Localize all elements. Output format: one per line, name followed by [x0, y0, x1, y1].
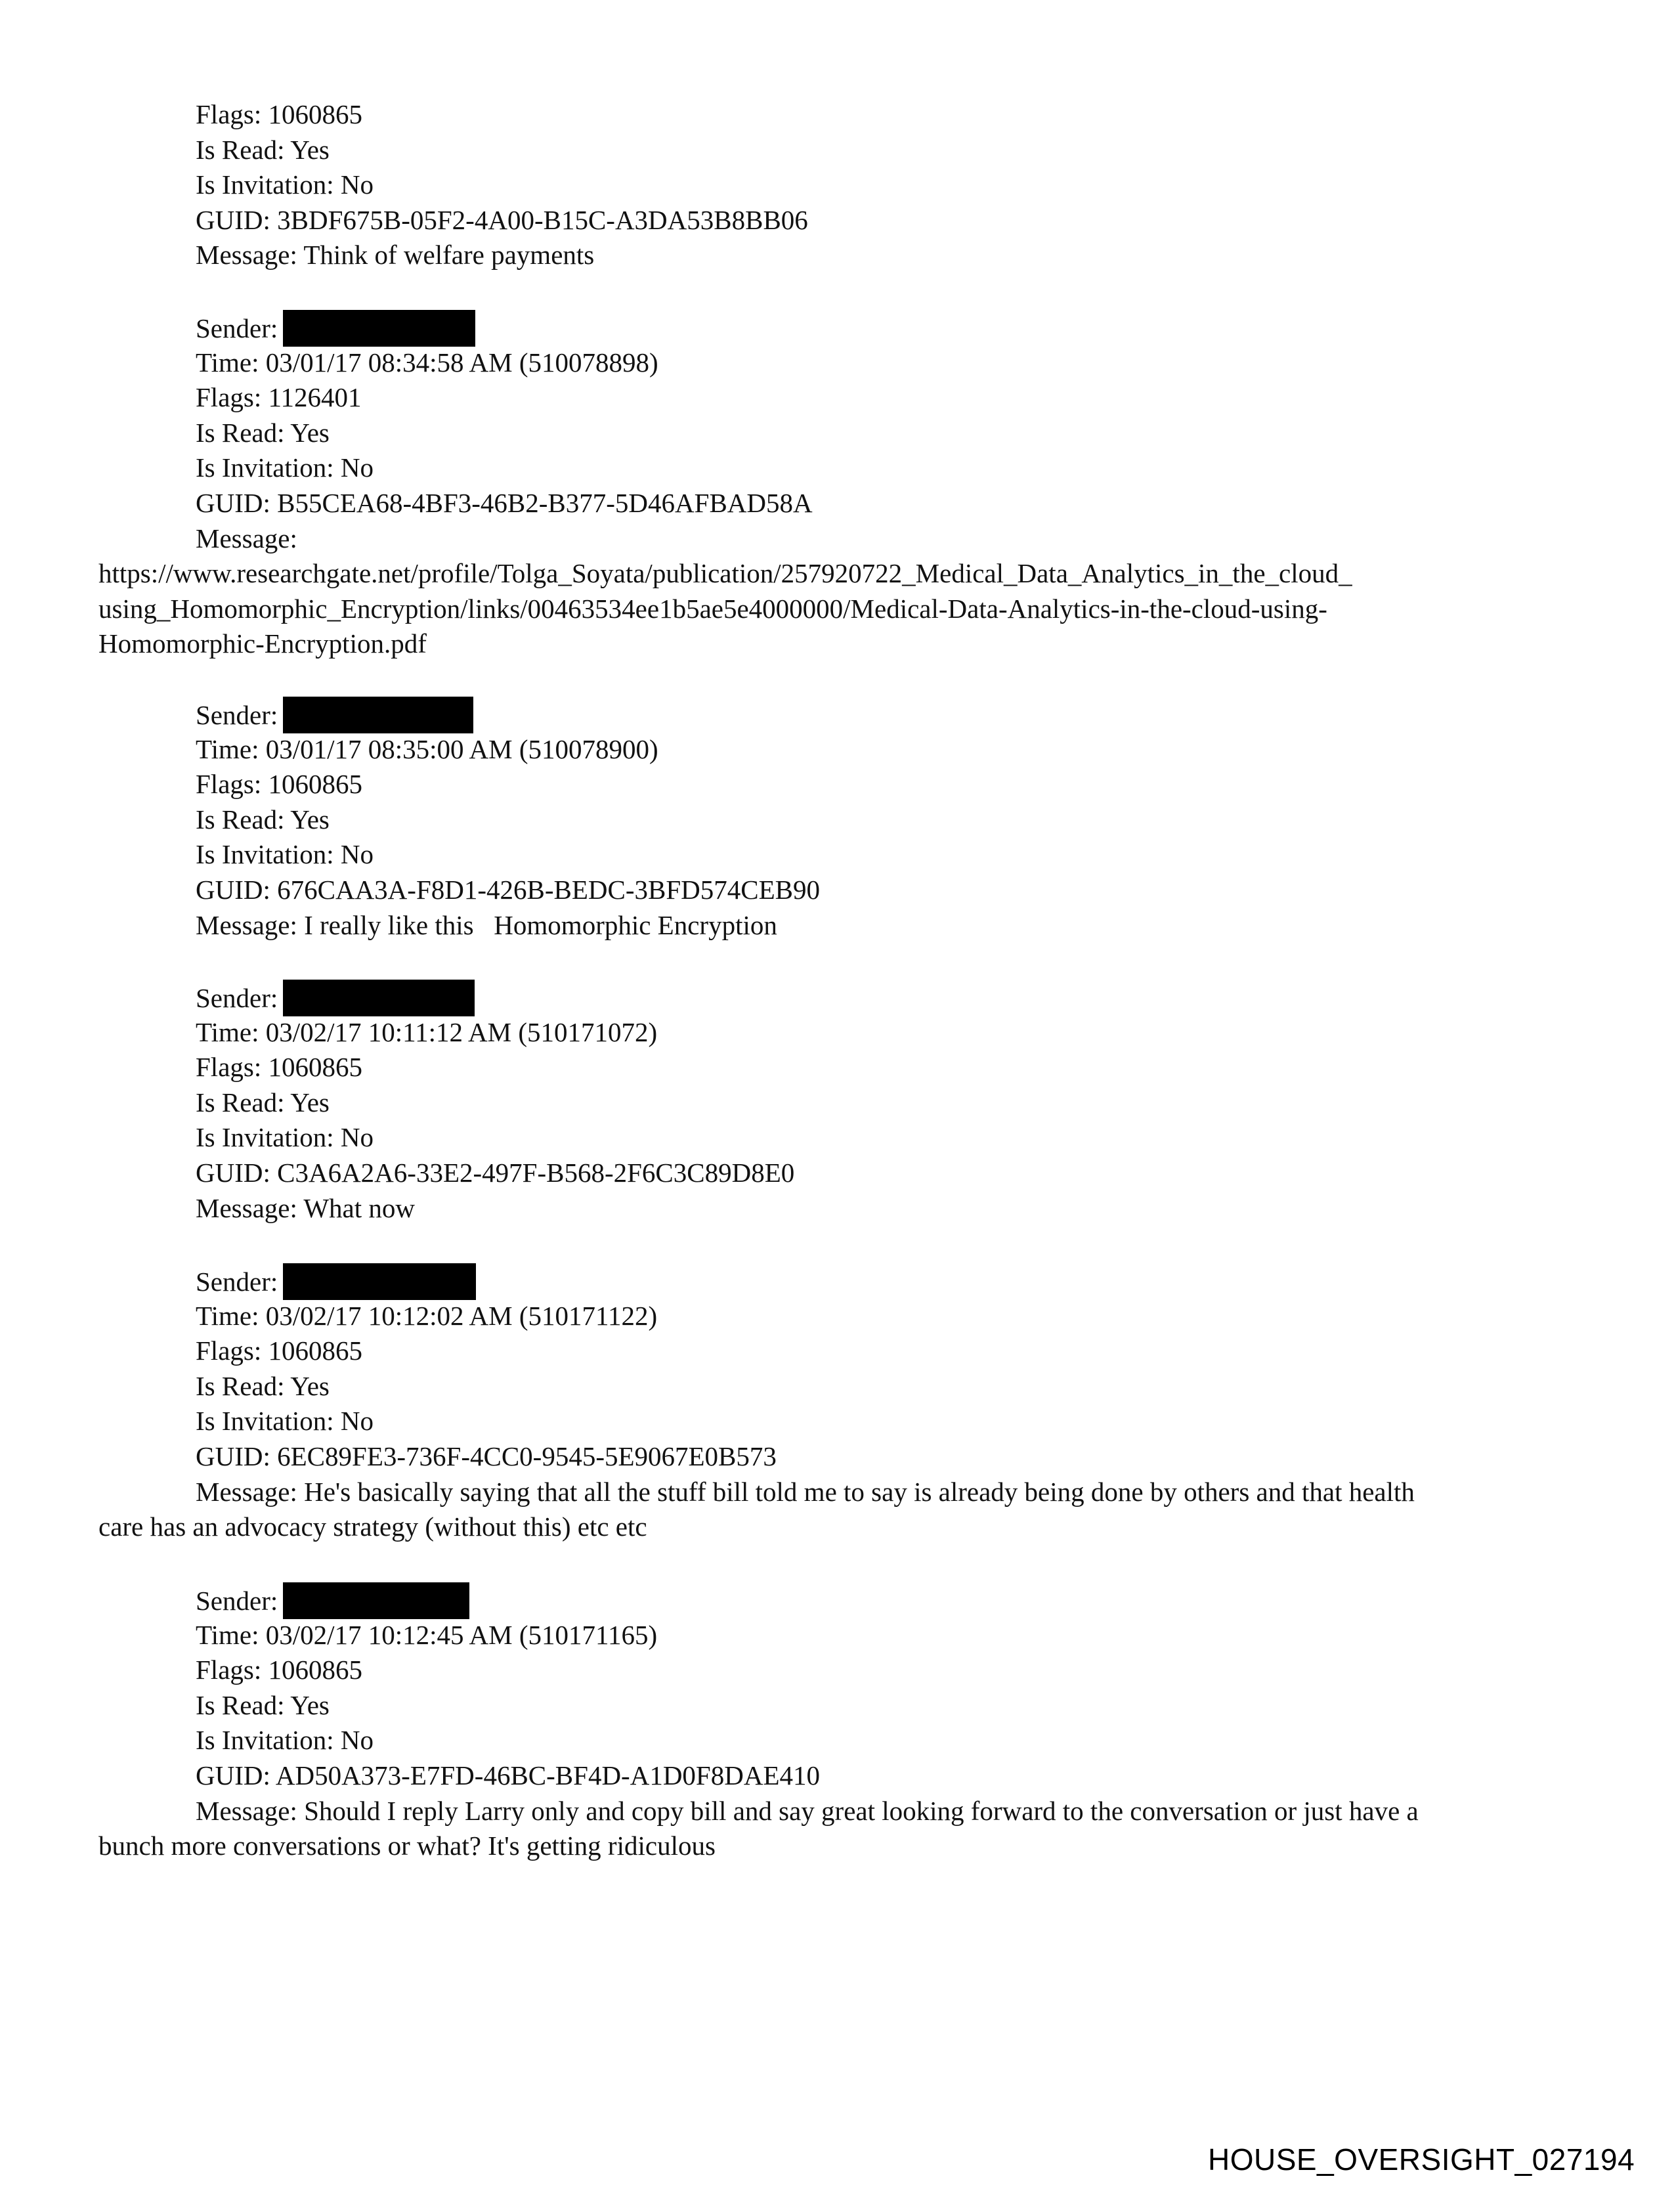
sender-line — [98, 310, 1582, 345]
message-line: Message: I really like this Homomorphic Encryption — [196, 909, 777, 940]
guid-line: GUID: C3A6A2A6-33E2-497F-B568-2F6C3C89D8E0 — [196, 1157, 795, 1188]
time-line: Time: 03/02/17 10:12:02 AM (510171122) — [196, 1300, 658, 1331]
is-invitation-line: Is Invitation: No — [196, 1122, 374, 1153]
message-url-line: Homomorphic-Encryption.pdf — [98, 628, 427, 659]
message-entry — [98, 980, 1582, 1226]
message-entry — [98, 310, 1582, 662]
message-line: care has an advocacy strategy (without this) etc etc — [98, 1511, 647, 1542]
is-read-line: Is Read: Yes — [196, 417, 330, 448]
guid-line: GUID: B55CEA68-4BF3-46B2-B377-5D46AFBAD58A — [196, 487, 813, 518]
flags-line: Flags: 1060865 — [196, 99, 362, 129]
sender-line — [98, 1263, 1582, 1299]
bates-number: HOUSE_OVERSIGHT_027194 — [1208, 2142, 1635, 2177]
time-line: Time: 03/01/17 08:34:58 AM (510078898) — [196, 347, 658, 378]
is-invitation-line: Is Invitation: No — [196, 169, 374, 200]
is-read-line: Is Read: Yes — [196, 134, 330, 165]
flags-line: Flags: 1060865 — [196, 1335, 362, 1366]
sender-label: Sender: — [196, 1586, 278, 1616]
guid-line: GUID: 676CAA3A-F8D1-426B-BEDC-3BFD574CEB90 — [196, 874, 821, 905]
flags-line: Flags: 1060865 — [196, 1052, 362, 1083]
message-entry — [98, 697, 1582, 943]
message-line: Message: Should I reply Larry only and copy bill and say great looking forward to the conversation or just have a — [196, 1795, 1419, 1826]
is-invitation-line: Is Invitation: No — [196, 1725, 374, 1756]
time-line: Time: 03/01/17 08:35:00 AM (510078900) — [196, 733, 658, 764]
message-entry — [98, 97, 1582, 273]
sender-label: Sender: — [196, 1267, 278, 1297]
redaction-box — [283, 980, 475, 1016]
flags-line: Flags: 1060865 — [196, 769, 362, 800]
guid-line: GUID: 3BDF675B-05F2-4A00-B15C-A3DA53B8BB06 — [196, 204, 808, 235]
sender-line — [98, 980, 1582, 1015]
message-line: bunch more conversations or what? It's getting ridiculous — [98, 1831, 716, 1861]
message-url-line: https://www.researchgate.net/profile/Tolga_Soyata/publication/257920722_Medical_Data_Analytics_in_the_cloud_ — [98, 558, 1352, 589]
time-line: Time: 03/02/17 10:12:45 AM (510171165) — [196, 1619, 658, 1650]
message-line: Message: He's basically saying that all the stuff bill told me to say is already being done by others and that health — [196, 1476, 1415, 1507]
time-line: Time: 03/02/17 10:11:12 AM (510171072) — [196, 1016, 658, 1047]
message-entry — [98, 1582, 1582, 1864]
is-read-line: Is Read: Yes — [196, 1689, 330, 1720]
flags-line: Flags: 1060865 — [196, 1655, 362, 1685]
is-read-line: Is Read: Yes — [196, 1087, 330, 1117]
sender-label: Sender: — [196, 700, 278, 730]
redaction-box — [283, 1582, 469, 1619]
message-entry — [98, 1263, 1582, 1545]
sender-line — [98, 697, 1582, 732]
redaction-box — [283, 1263, 476, 1300]
message-url-line: using_Homomorphic_Encryption/links/00463534ee1b5ae5e4000000/Medical-Data-Analytics-in-the-cloud-using- — [98, 593, 1327, 624]
sender-label: Sender: — [196, 313, 278, 343]
message-label: Message: — [196, 523, 297, 553]
is-read-line: Is Read: Yes — [196, 1370, 330, 1401]
is-read-line: Is Read: Yes — [196, 804, 330, 835]
message-line: Message: What now — [196, 1192, 416, 1223]
flags-line: Flags: 1126401 — [196, 382, 362, 413]
sender-label: Sender: — [196, 983, 278, 1013]
is-invitation-line: Is Invitation: No — [196, 452, 374, 483]
redaction-box — [283, 697, 473, 733]
guid-line: GUID: AD50A373-E7FD-46BC-BF4D-A1D0F8DAE410 — [196, 1760, 820, 1790]
redaction-box — [283, 310, 475, 347]
sender-line — [98, 1582, 1582, 1618]
is-invitation-line: Is Invitation: No — [196, 1406, 374, 1437]
guid-line: GUID: 6EC89FE3-736F-4CC0-9545-5E9067E0B573 — [196, 1441, 777, 1471]
is-invitation-line: Is Invitation: No — [196, 839, 374, 870]
message-line: Message: Think of welfare payments — [196, 240, 595, 271]
